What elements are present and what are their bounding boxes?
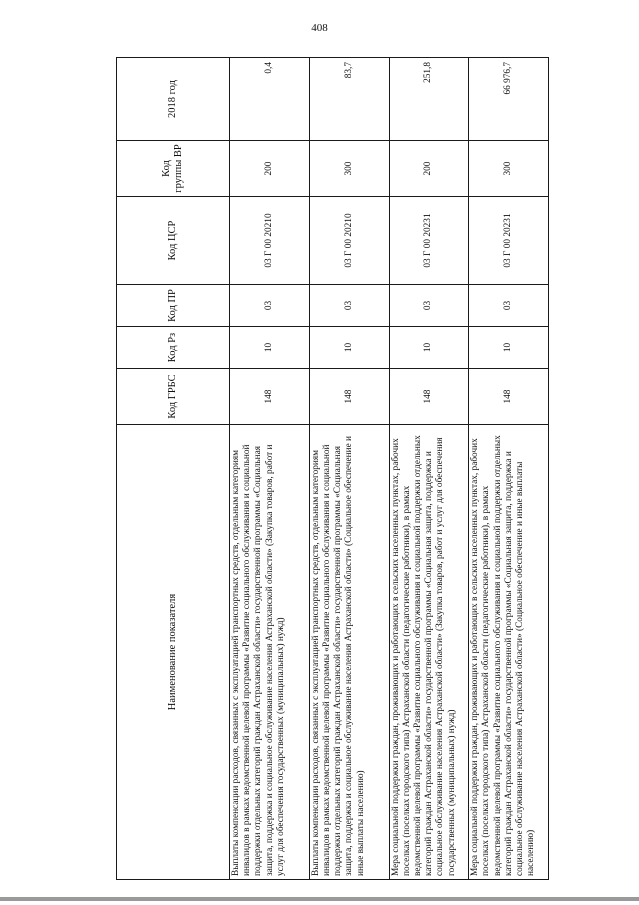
header-pr: Код ПР (117, 285, 230, 327)
row-rz: 10 (230, 327, 310, 369)
row-csr: 03 Г 00 20231 (389, 197, 469, 285)
row-vr: 200 (389, 141, 469, 197)
table-row (230, 58, 310, 880)
row-amount: 66 976,7 (469, 58, 549, 141)
page-number: 408 (311, 22, 328, 34)
row-rz: 10 (309, 327, 389, 369)
row-rz: 10 (469, 327, 549, 369)
row-grbs: 148 (230, 369, 310, 425)
header-name: Наименование показателя (117, 425, 230, 880)
header-year: 2018 год (117, 58, 230, 141)
header-csr: Код ЦСР (117, 197, 230, 285)
row-pr: 03 (309, 285, 389, 327)
row-csr: 03 Г 00 20210 (309, 197, 389, 285)
header-rz: Код Рз (117, 327, 230, 369)
row-csr: 03 Г 00 20210 (230, 197, 310, 285)
row-pr: 03 (230, 285, 310, 327)
row-grbs: 148 (389, 369, 469, 425)
row-grbs: 148 (469, 369, 549, 425)
row-name: Мера социальной поддержки граждан, проживающих и работающих в сельских населенных пунктах, рабочих поселках (поселках городского типа) Астраханской области (педагогические работники), в рамках ведомственной целевой программы «Развитие социального обслуживания и социальной поддержки отдельных категорий граждан Астраханской области» государственной программы «Социальная защита, поддержка и социальное обслуживание населения Астраханской области» (Закупка товаров, работ и услуг для обеспечения государственных (муниципальных) нужд) (389, 425, 469, 880)
table-row (389, 58, 469, 880)
row-name: Мера социальной поддержки граждан, проживающих и работающих в сельских населенных пунктах, рабочих поселках (поселках городского типа) Астраханской области (педагогические работники), в рамках ведомственной целевой программы «Развитие социального обслуживания и социальной поддержки отдельных категорий граждан Астраханской области» государственной программы «Социальная защита, поддержка и социальное обслуживание населения Астраханской области» (Социальное обеспечение и иные выплаты населению) (469, 425, 549, 880)
row-name: Выплаты компенсации расходов, связанных с эксплуатацией транспортных средств, отдельным категориям инвалидов в рамках ведомственной целевой программы «Развитие социального обслуживания и социальной поддержки отдельных категорий граждан Астраханской области» государственной программы «Социальная защита, поддержка и социальное обслуживание населения Астраханской области» (Социальное обеспечение и иные выплаты населению) (309, 425, 389, 880)
row-pr: 03 (469, 285, 549, 327)
row-amount: 83,7 (309, 58, 389, 141)
row-rz: 10 (389, 327, 469, 369)
row-pr: 03 (389, 285, 469, 327)
header-vr: Код группы ВР (117, 141, 230, 197)
row-grbs: 148 (309, 369, 389, 425)
scan-edge-divider (0, 897, 639, 901)
rotated-table-container (116, 58, 548, 880)
budget-table (116, 57, 549, 880)
table-row (309, 58, 389, 880)
row-vr: 300 (469, 141, 549, 197)
row-amount: 0,4 (230, 58, 310, 141)
row-name: Выплаты компенсации расходов, связанных с эксплуатацией транспортных средств, отдельным категориям инвалидов в рамках ведомственной целевой программы «Развитие социального обслуживания и социальной поддержки отдельных категорий граждан Астраханской области» государственной программы «Социальная защита, поддержка и социальное обслуживание населения Астраханской области» (Закупка товаров, работ и услуг для обеспечения государственных (муниципальных) нужд) (230, 425, 310, 880)
table-row (469, 58, 549, 880)
table-header-row (117, 58, 230, 880)
header-grbs: Код ГРБС (117, 369, 230, 425)
row-vr: 300 (309, 141, 389, 197)
row-csr: 03 Г 00 20231 (469, 197, 549, 285)
row-amount: 251,8 (389, 58, 469, 141)
row-vr: 200 (230, 141, 310, 197)
